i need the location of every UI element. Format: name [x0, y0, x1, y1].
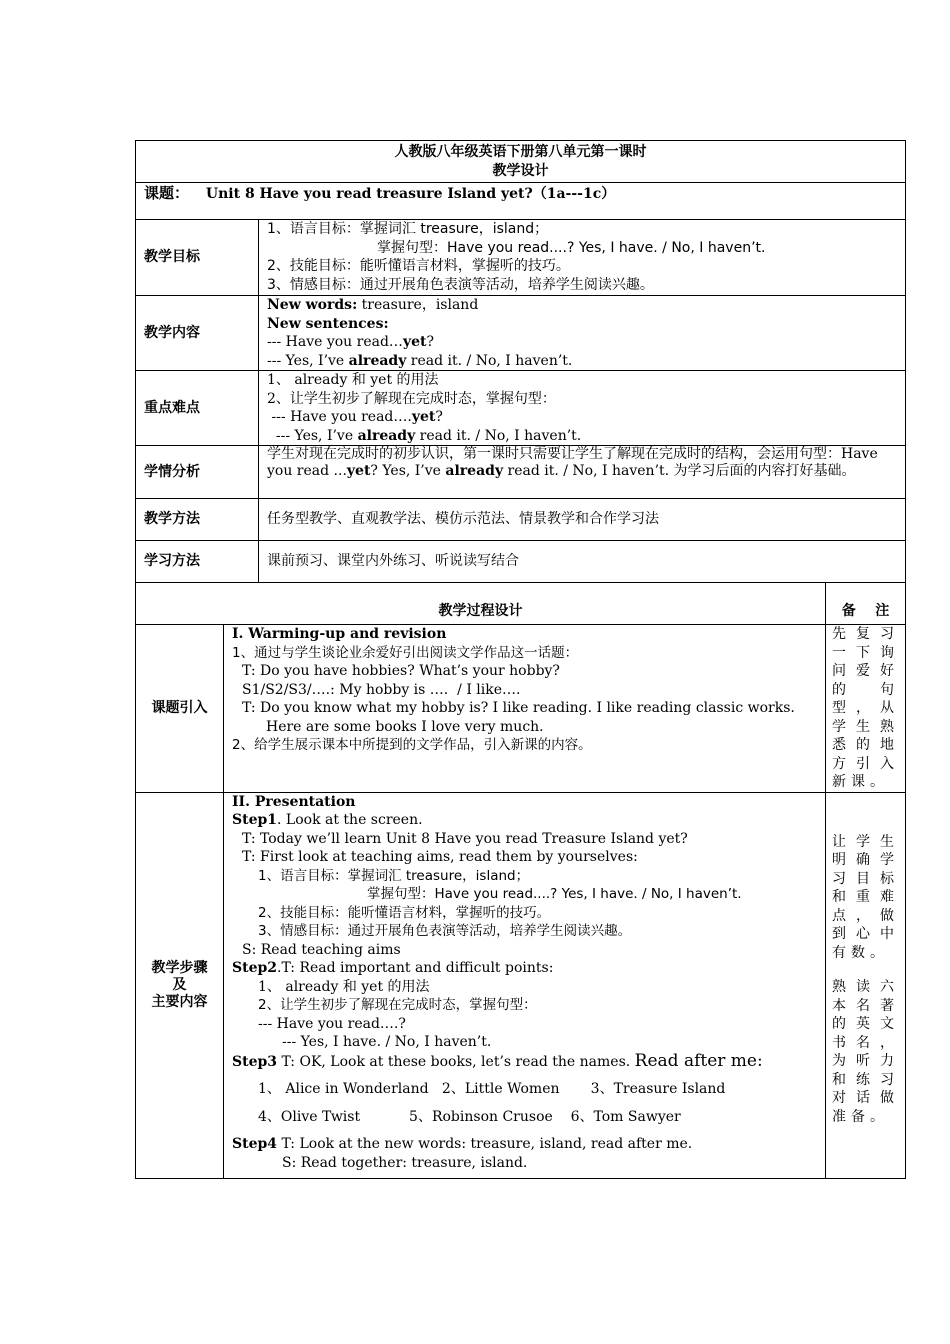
teaching-method-row	[136, 499, 906, 541]
steps-cell	[224, 792, 826, 1178]
learning-method-row	[136, 541, 906, 583]
intro-line-5: Here are some books I love very much.	[266, 718, 544, 735]
process-header-row	[136, 583, 906, 625]
step1-goal-1: 1、语言目标：掌握词汇 treasure，island；	[258, 867, 530, 884]
process-header-notes: 备 注	[826, 583, 906, 625]
keypoints-sentence-1: --- Have you read….yet?	[267, 409, 443, 425]
goals-label: 教学目标	[136, 220, 259, 296]
process-header-title: 教学过程设计	[136, 583, 826, 625]
lesson-plan-table	[135, 140, 906, 1179]
steps-note	[826, 792, 906, 1178]
step4-line-2: S: Read together: treasure, island.	[282, 1154, 528, 1171]
title-line-2: 教学设计	[492, 162, 549, 179]
step2-point-1: 1、 already 和 yet 的用法	[258, 978, 430, 995]
step1-line-3: T: First look at teaching aims, read them by yourselves:	[242, 849, 638, 865]
step3-books-2: 4、Olive Twist 5、Robinson Crusoe 6、Tom Sawyer	[258, 1108, 681, 1125]
content-sentence-2: --- Yes, I’ve already read it. / No, I haven’t.	[267, 352, 573, 369]
new-sentences-label: New sentences:	[267, 315, 389, 332]
goals-content	[259, 220, 906, 296]
content-cell	[259, 296, 906, 371]
new-words-line	[267, 296, 897, 315]
document-title	[136, 141, 906, 183]
intro-row	[136, 625, 906, 793]
intro-cell	[224, 625, 826, 793]
learning-method-label: 学习方法	[136, 541, 259, 583]
goals-line-1: 1、语言目标：掌握词汇 treasure，island；	[267, 221, 549, 237]
intro-line-1: 1、通过与学生谈论业余爱好引出阅读文学作品这一话题：	[232, 644, 579, 661]
learning-method-text: 课前预习、课堂内外练习、听说读写结合	[259, 541, 906, 583]
step2-line: Step2.T: Read important and difficult points:	[232, 960, 554, 976]
teaching-method-label: 教学方法	[136, 499, 259, 541]
teaching-method-text: 任务型教学、直观教学法、模仿示范法、情景教学和合作学习法	[259, 499, 906, 541]
step1-line: Step1. Look at the screen.	[232, 812, 423, 828]
step1-line-4: S: Read teaching aims	[242, 941, 401, 958]
analysis-row	[136, 446, 906, 499]
topic-label: 课题：	[144, 184, 190, 202]
goals-line-4: 3、情感目标：通过开展角色表演等活动，培养学生阅读兴趣。	[267, 276, 654, 293]
new-words-label: New words:	[267, 297, 358, 313]
intro-line-3: S1/S2/S3/….: My hobby is …. / I like….	[242, 681, 521, 698]
step3-line: Step3 T: OK, Look at these books, let’s read the names. Read after me:	[232, 1050, 763, 1071]
step1-goal-3: 2、技能目标：能听懂语言材料，掌握听的技巧。	[258, 904, 551, 921]
steps-row	[136, 792, 906, 1178]
keypoints-label: 重点难点	[136, 371, 259, 446]
step1-goal-2: 掌握句型：Have you read....? Yes, I have. / No, I haven’t.	[367, 886, 742, 902]
topic-text: Unit 8 Have you read treasure Island yet?（1a---1c）	[205, 186, 616, 202]
content-row	[136, 296, 906, 371]
title-line-1: 人教版八年级英语下册第八单元第一课时	[394, 144, 647, 160]
goals-row	[136, 220, 906, 296]
keypoints-sentence-2: --- Yes, I’ve already read it. / No, I haven’t.	[267, 427, 582, 444]
topic-cell	[136, 183, 906, 220]
intro-label: 课题引入	[136, 625, 224, 793]
steps-note-2: 熟读六本名著的英文书名，为听力和练习对话做准备。	[832, 979, 899, 1125]
new-words-text: treasure，island	[357, 297, 479, 313]
steps-heading: II. Presentation	[232, 793, 356, 810]
intro-note: 先复习一下询问爱好的句型，从学生熟悉的地方引入新课。	[826, 625, 906, 793]
analysis-cell: 学生对现在完成时的初步认识，第一课时只需要让学生了解现在完成时的结构，会运用句型：Have you read ...yet? Yes, I’ve already read it. / No, I haven’t. 为学习后面的内容打好基础。	[259, 446, 906, 499]
lesson-plan-document	[135, 140, 905, 1179]
steps-note-1: 让学生明确学习目标和重难点，做到心中有数。	[832, 833, 899, 961]
goals-line-2: 掌握句型：Have you read....? Yes, I have. / No, I haven’t.	[377, 239, 766, 256]
intro-heading: I. Warming-up and revision	[232, 626, 447, 642]
step2-point-3: --- Have you read….?	[258, 1015, 406, 1032]
intro-line-2: T: Do you have hobbies? What’s your hobby?	[242, 663, 560, 679]
topic-row	[136, 183, 906, 220]
content-label: 教学内容	[136, 296, 259, 371]
analysis-label: 学情分析	[136, 446, 259, 499]
steps-label: 教学步骤 及 主要内容	[136, 792, 224, 1178]
step4-line: Step4 T: Look at the new words: treasure, island, read after me.	[232, 1136, 693, 1152]
keypoints-line-2: 2、让学生初步了解现在完成时态，掌握句型：	[267, 390, 556, 407]
step1-line-2: T: Today we’ll learn Unit 8 Have you read Treasure Island yet?	[242, 830, 688, 847]
step2-point-2: 2、让学生初步了解现在完成时态，掌握句型：	[258, 997, 537, 1013]
step2-point-4: --- Yes, I have. / No, I haven’t.	[282, 1034, 492, 1050]
step1-goal-4: 3、情感目标：通过开展角色表演等活动，培养学生阅读兴趣。	[258, 923, 632, 939]
keypoints-row	[136, 371, 906, 446]
keypoints-cell	[259, 371, 906, 446]
goals-line-3: 2、技能目标：能听懂语言材料，掌握听的技巧。	[267, 258, 570, 274]
intro-line-4: T: Do you know what my hobby is? I like reading. I like reading classic works.	[242, 700, 795, 716]
content-sentence-1: --- Have you read…yet?	[267, 334, 434, 350]
intro-line-6: 2、给学生展示课本中所提到的文学作品，引入新课的内容。	[232, 737, 592, 753]
keypoints-line-1: 1、 already 和 yet 的用法	[267, 372, 439, 388]
step3-books-1: 1、 Alice in Wonderland 2、Little Women 3、Treasure Island	[258, 1081, 726, 1097]
title-row	[136, 141, 906, 183]
